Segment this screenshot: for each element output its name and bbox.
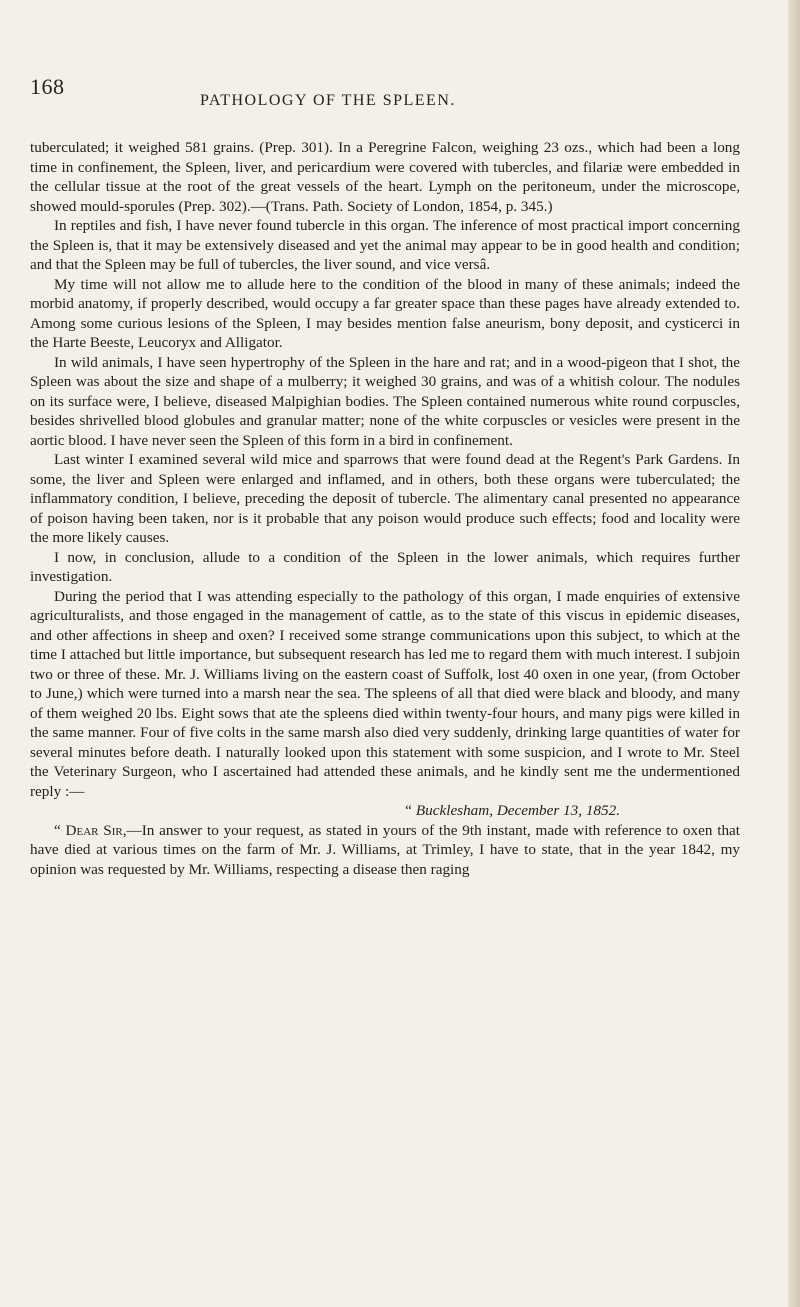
body-text (30, 138, 740, 879)
page-edge (788, 0, 800, 1307)
paragraph: tuberculated; it weighed 581 grains. (Prep. 301). In a Peregrine Falcon, weighing 23 ozs., which had been a long time in confinement, the Spleen, liver, and pericardium were covered with tubercles, and filariæ were embedded in the cellular tissue at the root of the great vessels of the heart. Lymph on the peritoneum, under the microscope, showed mould-sporules (Prep. 302).—(Trans. Path. Society of London, 1854, p. 345.) (30, 139, 740, 215)
paragraph: In wild animals, I have seen hypertrophy of the Spleen in the hare and rat; and in a wood-pigeon that I shot, the Spleen was about the size and shape of a mulberry; it weighed 30 grains, and was of a whitish colour. The nodules on its surface were, I believe, diseased Malpighian bodies. The Spleen contained numerous white round corpuscles, besides shrivelled blood globules and granular matter; none of the white corpuscles or vesicles were present in the aortic blood. I have never seen the Spleen of this form in a bird in confinement. (30, 353, 740, 449)
letter-opening (30, 821, 740, 880)
letter-salutation: “ Dear Sir, (54, 821, 127, 839)
running-head: PATHOLOGY OF THE SPLEEN. (200, 92, 456, 109)
paragraph: During the period that I was attending especially to the pathology of this organ, I made enquiries of extensive agriculturalists, and those engaged in the management of cattle, as to the state of this viscus in epidemic diseases, and other affections in sheep and oxen? I received some strange communications upon this subject, to which at the time I attached but little importance, but subsequent research has led me to regard them with much interest. I subjoin two or three of these. Mr. J. Williams living on the eastern coast of Suffolk, lost 40 oxen in one year, (from October to June,) which were turned into a marsh near the sea. The spleens of all that died were black and bloody, and many of them weighed 20 lbs. Eight sows that ate the spleens died within twenty-four hours, and many pigs were killed in the same manner. Four of five colts in the same marsh also died very suddenly, drinking large quantities of water for several minutes before death. I naturally looked upon this statement with some suspicion, and I wrote to Mr. Steel the Veterinary Surgeon, who I ascertained had attended these animals, and he kindly sent me the undermentioned reply :— (30, 587, 740, 800)
letter-dateline: “ Bucklesham, December 13, 1852. (403, 802, 620, 819)
paragraph: In reptiles and fish, I have never found tubercle in this organ. The inference of most practical import concerning the Spleen is, that it may be extensively diseased and yet the animal may appear to be in good health and condition; and that the Spleen may be full of tubercles, the liver sound, and vice versâ. (30, 217, 740, 273)
paragraph: I now, in conclusion, allude to a condition of the Spleen in the lower animals, which requires further investigation. (30, 548, 740, 585)
page-number: 168 (30, 74, 65, 99)
letter-body: —In answer to your request, as stated in yours of the 9th instant, made with reference to oxen that have died at various times on the farm of Mr. J. Williams, at Trimley, I have to state, that in the year 1842, my opinion was requested by Mr. Williams, respecting a disease then raging (30, 821, 740, 878)
paragraph: My time will not allow me to allude here to the condition of the blood in many of these animals; indeed the morbid anatomy, if properly described, would occupy a far greater space than these pages have already extended to. Among some curious lesions of the Spleen, I may besides mention false aneurism, bony deposit, and cysticerci in the Harte Beeste, Leucoryx and Alligator. (30, 275, 740, 351)
paragraph: Last winter I examined several wild mice and sparrows that were found dead at the Regent's Park Gardens. In some, the liver and Spleen were enlarged and inflamed, and in others, both these organs were tuberculated; the inflammatory condition, I believe, preceding the deposit of tubercle. The alimentary canal presented no appearance of poison having been taken, nor is it probable that any poison would produce such effects; food and locality were the more likely causes. (30, 451, 740, 546)
